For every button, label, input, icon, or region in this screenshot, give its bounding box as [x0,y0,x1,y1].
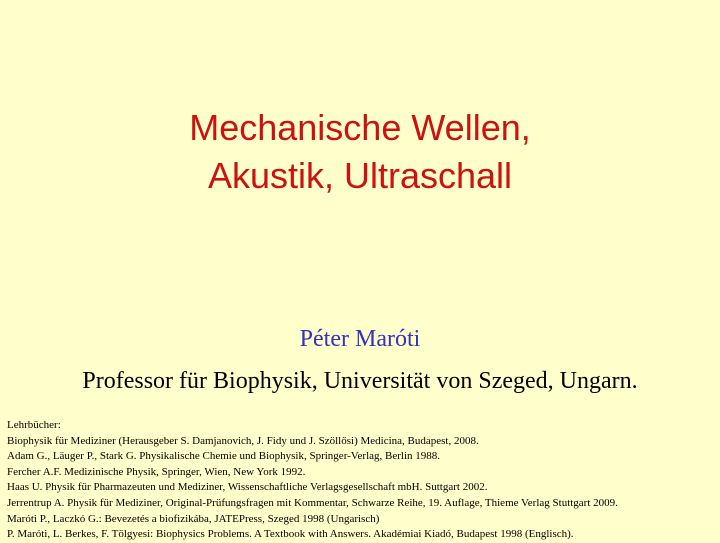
reference-item: Fercher A.F. Medizinische Physik, Springer, Wien, New York 1992. [7,465,306,478]
reference-item: Adam G., Läuger P., Stark G. Physikalische Chemie und Biophysik, Springer-Verlag, Berlin 1988. [7,450,441,463]
author-name: Péter Maróti [299,326,421,352]
reference-item: Haas U. Physik für Pharmazeuten und Mediziner, Wissenschaftliche Verlagsgesellschaft mbH. Suttgart 2002. [7,481,488,494]
reference-heading: Lehrbücher: [7,419,61,431]
reference-item: Maróti P., Laczkó G.: Bevezetés a biofizikába, JATEPress, Szeged 1998 (Ungarisch) [7,512,380,525]
slide-title-line-1: Mechanische Wellen, [189,107,531,148]
author-affiliation: Professor für Biophysik, Universität von Szeged, Ungarn. [82,368,638,394]
reference-list [7,418,717,543]
reference-item: P. Maróti, L. Berkes, F. Tölgyesi: Biophysics Problems. A Textbook with Answers. Akadémiai Kiadó, Budapest 1998 (Englisch). [7,528,574,541]
slide-title [0,104,720,200]
reference-item: Jerrentrup A. Physik für Mediziner, Original-Prüfungsfragen mit Kommentar, Schwarze Reihe, 19. Auflage, Thieme Verlag Stuttgart 2009. [7,496,618,509]
slide-title-line-2: Akustik, Ultraschall [207,155,513,196]
reference-item: Biophysik für Mediziner (Herausgeber S. Damjanovich, J. Fidy und J. Szöllősi) Medicina, Budapest, 2008. [7,434,479,447]
